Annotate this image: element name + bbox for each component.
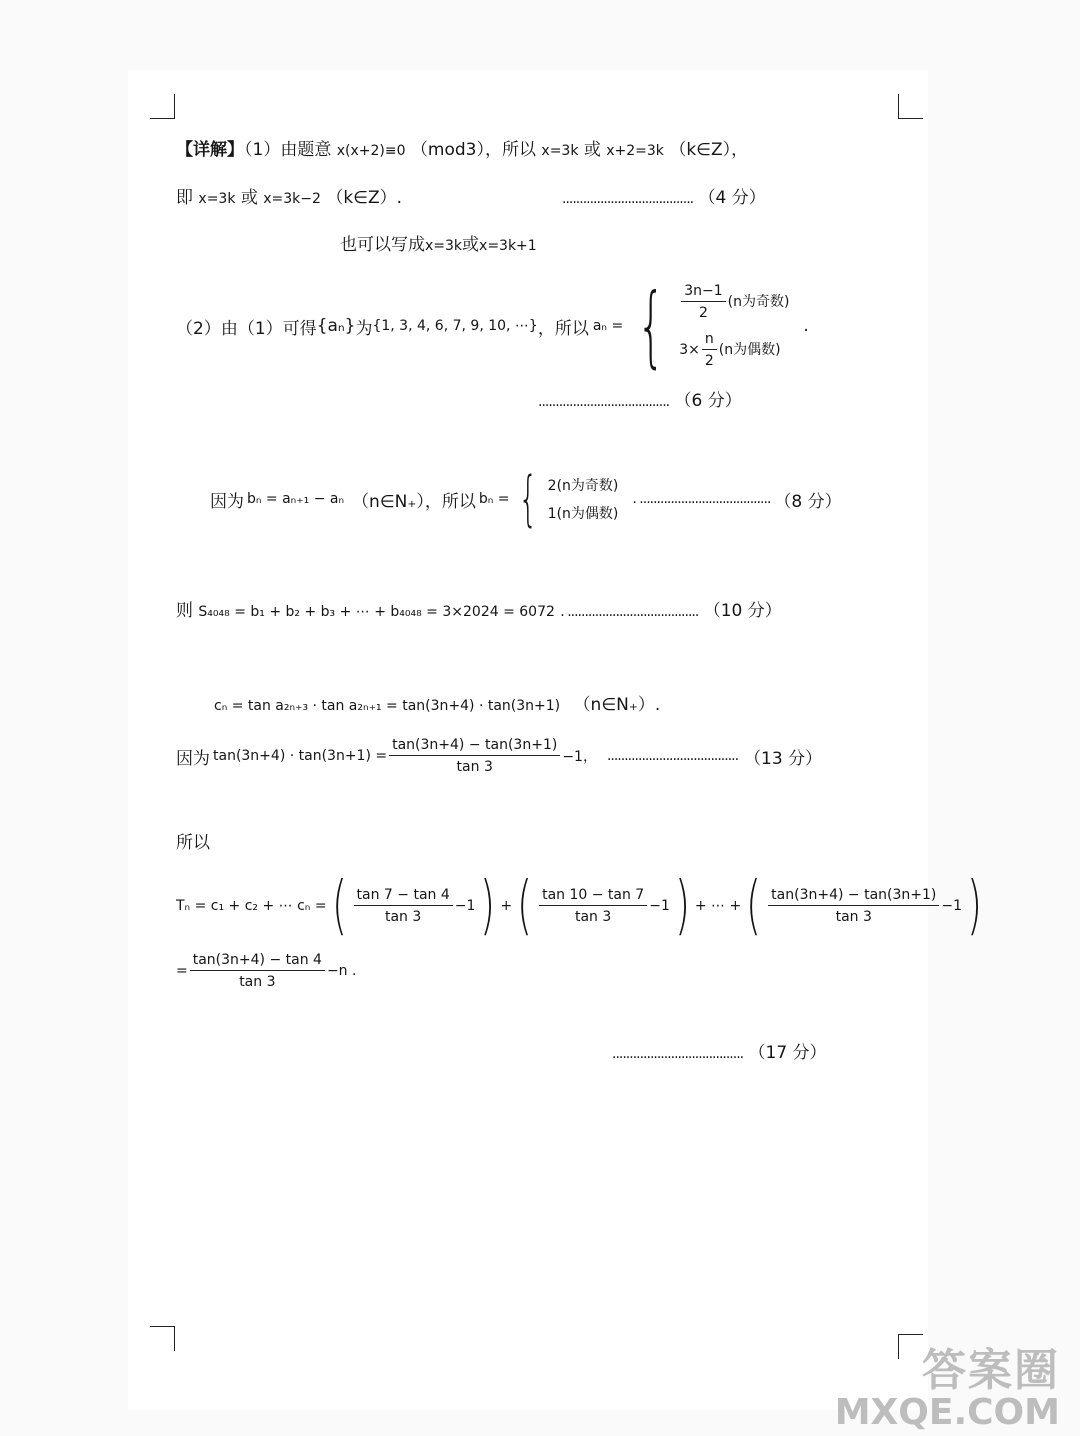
case-odd: $\frac{3n-1}{2}$ (n为奇数) (679, 283, 789, 321)
case-even: 3× $\frac{n}{2}$ (n为偶数) (679, 331, 781, 369)
detail-label: 【详解】 (176, 140, 244, 160)
line-bn-piecewise: 因为 bₙ = aₙ₊₁ − aₙ （n∈N₊），所以 bₙ = { 2(n为奇数) 1(n为偶数) . ...................................... （8 分） (210, 464, 842, 534)
line-detail-part1: 【详解】（1）由题意 x(x+2)≡0 （mod3），所以 x=3k 或 x+2=3k （k∈Z）， (176, 140, 749, 160)
watermark: 答案圈 MXQE.COM (834, 1345, 1060, 1434)
bn-cases: 2(n为奇数) 1(n为偶数) (547, 478, 619, 522)
score-17: ...................................... （17 分） (612, 1043, 827, 1063)
left-brace: { (519, 464, 539, 534)
line-an-piecewise: （2）由（1）可得 {aₙ} 为 {1, 3, 4, 6, 7, 9, 10, ⋯} ，所以 aₙ = { $\frac{3n-1}{2}$ (n为奇数) 3× $\frac{n}{2}$ (n为偶数) . (176, 274, 809, 377)
crop-mark-top-left (150, 94, 175, 119)
line-alternate-form: 也可以写成x=3k或x=3k+1 (340, 235, 537, 255)
line-tn-sum: Tₙ = c₁ + c₂ + ⋯ cₙ = ( $\frac{\tan 7 - \tan 4}{\tan 3}$ −1 ) + ( $\frac{\tan 10 - \tan 7}{\tan 3}$ −1 ) + ⋯ + ( $\frac{\tan(3n+4) - \tan(3n+1)}{\tan 3}$ −1 ) (176, 869, 982, 943)
line-s4048: 则 S₄₀₄₈ = b₁ + b₂ + b₃ + ⋯ + b₄₀₄₈ = 3×2024 = 6072 . ...................................... （10 分） (176, 601, 782, 621)
line-tn-result: = $\frac{\tan(3n+4) - \tan 4}{\tan 3}$ −n . (176, 952, 357, 990)
line-cn: cₙ = tan a₂ₙ₊₃ · tan a₂ₙ₊₁ = tan(3n+4) · tan(3n+1) （n∈N₊）. (214, 695, 661, 715)
line-solution-x: 即 x=3k 或 x=3k−2 （k∈Z）. (176, 188, 403, 208)
line-therefore: 所以 (176, 833, 210, 853)
an-cases (679, 283, 789, 369)
crop-mark-bottom-left (150, 1326, 175, 1351)
left-brace: { (637, 274, 666, 377)
crop-mark-top-right (898, 94, 923, 119)
score-6: ...................................... （6 分） (538, 391, 742, 411)
line-tan-identity: 因为 tan(3n+4) · tan(3n+1) = $\frac{\tan(3n+4) - \tan(3n+1)}{\tan 3}$ −1， ...................................... （13 分） (176, 737, 823, 775)
score-4: ...................................... （4 分） (562, 188, 766, 208)
